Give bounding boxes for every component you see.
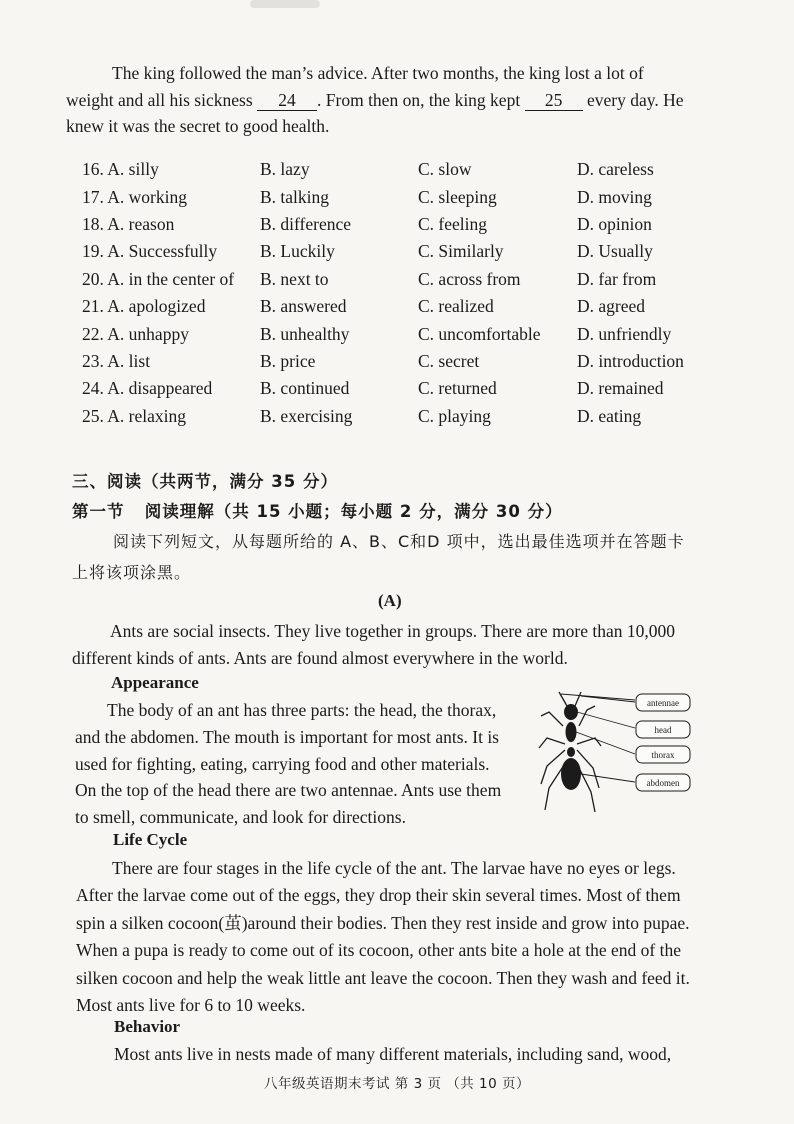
option-a: 17. A. working — [82, 186, 187, 207]
option-b: B. Luckily — [260, 241, 335, 262]
option-c: C. sleeping — [418, 186, 497, 207]
story-line-1: The king followed the man’s advice. After two months, the king lost a lot of — [112, 63, 644, 83]
appearance-line: and the abdomen. The mouth is important for most ants. It is — [75, 726, 499, 747]
option-d: D. agreed — [577, 296, 646, 317]
part-title: 阅读理解（共 15 小题；每小题 2 分，满分 30 分） — [144, 502, 563, 521]
intro-line-1: Ants are social insects. They live together in groups. There are more than 10,000 — [110, 621, 676, 641]
option-a: 16. A. silly — [82, 159, 159, 180]
option-a: 20. A. in the center of — [82, 268, 235, 289]
option-row — [82, 238, 717, 265]
lifecycle-heading: Life Cycle — [113, 830, 188, 849]
behavior-line: Most ants live in nests made of many different materials, including sand, wood, — [114, 1044, 672, 1064]
option-b: B. exercising — [260, 405, 353, 426]
option-d: D. introduction — [577, 350, 684, 371]
option-d: D. careless — [577, 159, 654, 180]
option-row — [82, 211, 717, 238]
page-footer: 八年级英语期末考试 第 3 页 （共 10 页） — [263, 1076, 530, 1092]
intro-line-2: different kinds of ants. Ants are found almost everywhere in the world. — [72, 647, 568, 668]
option-d: D. eating — [577, 405, 642, 426]
option-b: B. lazy — [260, 159, 310, 180]
label-boxes — [636, 694, 690, 791]
option-c: C. Similarly — [418, 241, 504, 262]
option-c: C. slow — [418, 159, 472, 180]
label-antennae: antennae — [647, 698, 679, 708]
instruction-line-2: 上将该项涂黑。 — [72, 563, 192, 582]
lifecycle-line: spin a silken cocoon(茧)around their bodies. Then they rest inside and grow into pupae. — [76, 912, 690, 933]
appearance-line: used for fighting, eating, carrying food and other materials. — [75, 753, 490, 774]
option-c: C. returned — [418, 378, 497, 399]
passage-label: (A) — [378, 591, 402, 610]
option-d: D. far from — [577, 268, 657, 289]
option-b: B. answered — [260, 296, 347, 317]
scan-artifact — [250, 0, 320, 8]
option-c: C. feeling — [418, 213, 488, 234]
lifecycle-line: silken cocoon and help the weak little ant leave the cocoon. Then they wash and feed it. — [76, 967, 690, 988]
options-table — [82, 156, 717, 430]
story-line-2: weight and all his sickness 24 . From then on, the king kept 25 every day. He — [66, 89, 684, 110]
label-abdomen: abdomen — [646, 778, 680, 788]
ant-abdomen — [561, 758, 581, 790]
instruction-line-1: 阅读下列短文，从每题所给的 A、B、C和D 项中，选出最佳选项并在答题卡 — [113, 532, 685, 551]
option-c: C. across from — [418, 268, 521, 289]
ant-waist — [567, 747, 575, 757]
option-b: B. difference — [260, 213, 352, 234]
option-row — [82, 266, 717, 293]
option-a: 19. A. Successfully — [82, 241, 218, 262]
appearance-line: On the top of the head there are two antennae. Ants use them — [75, 780, 502, 801]
option-row — [82, 375, 717, 402]
option-a: 18. A. reason — [82, 213, 175, 234]
label-head: head — [654, 725, 672, 735]
behavior-heading: Behavior — [114, 1017, 181, 1036]
option-a: 25. A. relaxing — [82, 405, 187, 426]
option-c: C. playing — [418, 405, 491, 426]
option-d: D. remained — [577, 378, 664, 399]
option-row — [82, 348, 717, 375]
ant-thorax — [566, 722, 577, 742]
appearance-heading: Appearance — [111, 673, 199, 692]
option-c: C. realized — [418, 296, 494, 317]
appearance-line: to smell, communicate, and look for directions. — [75, 807, 406, 828]
option-row — [82, 320, 717, 347]
part-heading — [72, 498, 563, 522]
option-a: 24. A. disappeared — [82, 378, 213, 399]
ant-head — [564, 704, 578, 720]
appearance-line: The body of an ant has three parts: the head, the thorax, — [107, 700, 497, 720]
option-b: B. talking — [260, 186, 330, 207]
option-d: D. Usually — [577, 241, 653, 262]
story-line-3: knew it was the secret to good health. — [66, 116, 330, 136]
option-d: D. opinion — [577, 213, 652, 234]
lifecycle-paragraph — [76, 855, 710, 1019]
option-a: 22. A. unhappy — [82, 323, 189, 344]
option-c: C. secret — [418, 350, 480, 371]
lifecycle-line: Most ants live for 6 to 10 weeks. — [76, 995, 306, 1016]
blank-24: 24 — [257, 90, 317, 111]
appearance-paragraph — [75, 697, 521, 831]
blank-25: 25 — [525, 90, 583, 111]
section-title: 三、阅读（共两节，满分 35 分） — [72, 472, 338, 491]
lifecycle-line: When a pupa is ready to come out of its cocoon, other ants bite a hole at the end of the — [76, 940, 682, 961]
option-row — [82, 293, 717, 320]
option-b: B. unhealthy — [260, 323, 350, 344]
story-paragraph — [66, 60, 714, 140]
option-d: D. moving — [577, 186, 652, 207]
option-b: B. continued — [260, 378, 350, 399]
option-row — [82, 156, 717, 183]
ant-body — [561, 704, 581, 790]
option-a: 21. A. apologized — [82, 296, 206, 317]
passage-intro — [72, 618, 712, 671]
options-body — [82, 156, 717, 430]
option-a: 23. A. list — [82, 350, 151, 371]
option-c: C. uncomfortable — [418, 323, 541, 344]
part-label: 第一节 — [72, 502, 125, 521]
lifecycle-line: There are four stages in the life cycle of the ant. The larvae have no eyes or legs. — [112, 858, 676, 878]
behavior-paragraph — [76, 1041, 710, 1068]
lifecycle-line: After the larvae come out of the eggs, they drop their skin several times. Most of them — [76, 885, 681, 906]
option-b: B. next to — [260, 268, 329, 289]
ant-diagram — [535, 688, 695, 816]
option-row — [82, 183, 717, 210]
label-thorax: thorax — [651, 750, 675, 760]
option-d: D. unfriendly — [577, 323, 672, 344]
option-row — [82, 403, 717, 430]
option-b: B. price — [260, 350, 316, 371]
